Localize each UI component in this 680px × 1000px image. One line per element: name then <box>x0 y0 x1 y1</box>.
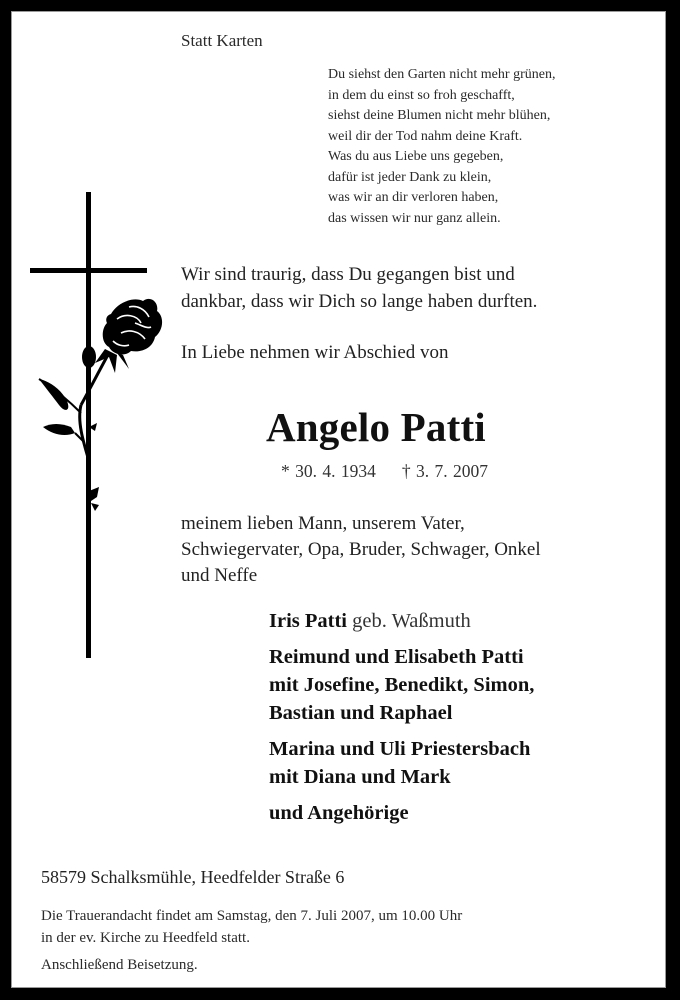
family-address: 58579 Schalksmühle, Heedfelder Straße 6 <box>41 867 345 887</box>
service-info <box>41 905 462 949</box>
relation-line: Schwiegervater, Opa, Bruder, Schwager, Onkel <box>181 539 541 560</box>
mourner-line: Marina und Uli Priestersbach <box>269 738 531 760</box>
intro-line: dankbar, dass wir Dich so lange haben durften. <box>181 291 538 312</box>
poem-line: dafür ist jeder Dank zu klein, <box>328 169 492 185</box>
mourner-others <box>269 799 534 827</box>
mourner-line: und Angehörige <box>269 802 409 824</box>
service-line: in der ev. Kirche zu Heedfeld statt. <box>41 930 250 946</box>
spouse-name: Iris Patti <box>269 610 347 632</box>
intro-line: Wir sind traurig, dass Du gegangen bist und <box>181 264 515 285</box>
obituary-card <box>11 11 666 988</box>
poem-line: das wissen wir nur ganz allein. <box>328 210 501 226</box>
poem-line: siehst deine Blumen nicht mehr blühen, <box>328 108 551 123</box>
intro-text <box>181 261 537 315</box>
farewell-text: In Liebe nehmen wir Abschied von <box>181 342 449 363</box>
death-date: † 3. 7. 2007 <box>401 461 488 481</box>
spouse-maiden-name: geb. Waßmuth <box>352 610 471 632</box>
header-statt-karten: Statt Karten <box>181 31 263 50</box>
poem-line: in dem du einst so froh geschafft, <box>328 87 515 103</box>
mourner-family-2 <box>269 735 534 791</box>
poem-line: weil dir der Tod nahm deine Kraft. <box>328 128 523 144</box>
burial-note: Anschließend Beisetzung. <box>41 957 198 973</box>
service-line: Die Trauerandacht findet am Samstag, den 7. Juli 2007, um 10.00 Uhr <box>41 908 463 924</box>
cross-with-rose-icon <box>25 191 175 676</box>
mourner-line: Bastian und Raphael <box>269 702 453 724</box>
mourner-line: mit Diana und Mark <box>269 766 451 788</box>
deceased-name: Angelo Patti <box>266 404 486 450</box>
life-dates <box>281 461 488 482</box>
mourner-family-1 <box>269 643 534 727</box>
memorial-poem <box>328 65 555 229</box>
mourner-line: Reimund und Elisabeth Patti <box>269 646 524 668</box>
birth-date: * 30. 4. 1934 <box>281 461 376 481</box>
relation-line: meinem lieben Mann, unserem Vater, <box>181 513 465 534</box>
mourner-line: mit Josefine, Benedikt, Simon, <box>269 674 535 696</box>
poem-line: was wir an dir verloren haben, <box>328 190 499 205</box>
mourners-list <box>269 607 534 835</box>
relation-text <box>181 511 541 589</box>
mourner-spouse <box>269 607 534 635</box>
relation-line: und Neffe <box>181 565 258 586</box>
poem-line: Was du aus Liebe uns gegeben, <box>328 149 504 164</box>
poem-line: Du siehst den Garten nicht mehr grünen, <box>328 67 556 82</box>
